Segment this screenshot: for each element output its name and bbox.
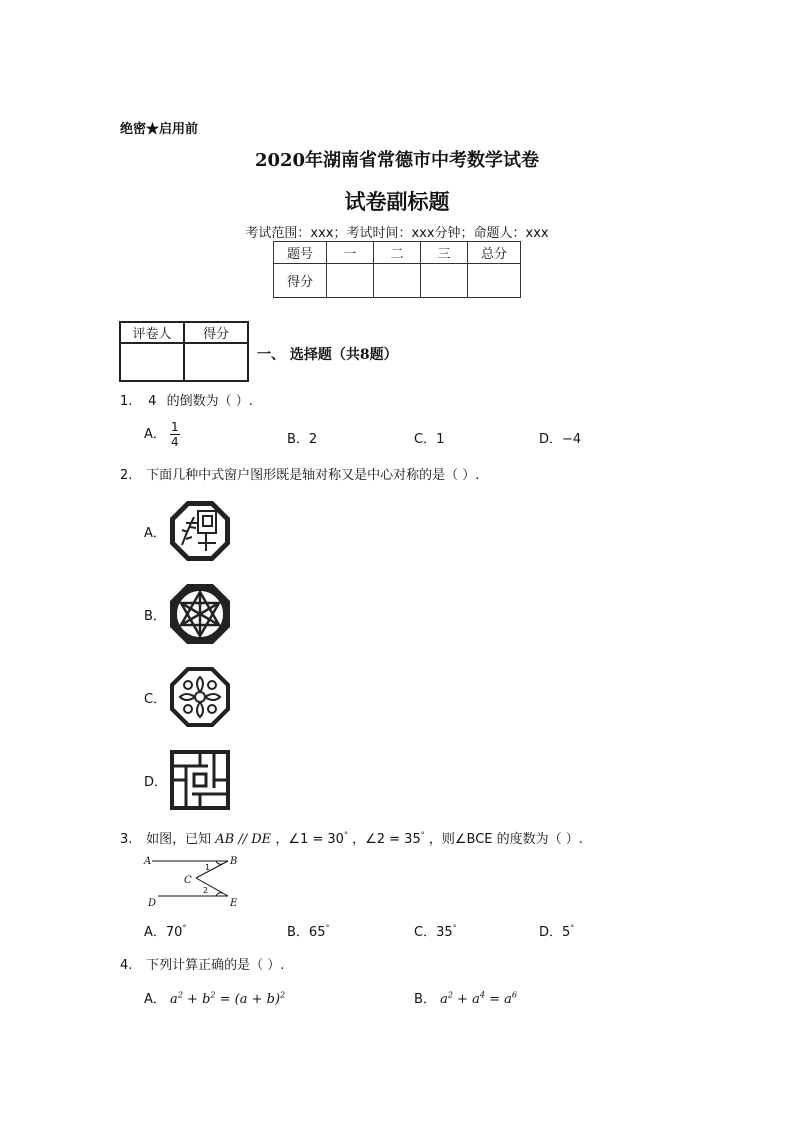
question-stem: 下列计算正确的是（ ）. bbox=[146, 958, 285, 973]
option-a[interactable]: A． bbox=[144, 526, 166, 541]
point-a-label: A bbox=[144, 856, 152, 867]
question-number: 2. bbox=[120, 468, 133, 483]
degree-symbol: ° bbox=[420, 830, 425, 840]
option-c[interactable] bbox=[414, 921, 457, 940]
question-3 bbox=[120, 828, 583, 847]
degree-symbol: ° bbox=[570, 923, 575, 933]
score-header-cell: 二 bbox=[374, 242, 421, 264]
window-a-icon bbox=[168, 499, 232, 563]
fraction-numerator: 1 bbox=[171, 420, 179, 434]
exam-info: 考试范围：xxx；考试时间：xxx分钟；命题人：xxx bbox=[245, 226, 549, 241]
option-b[interactable]: B． bbox=[144, 609, 166, 624]
option-d[interactable]: D． bbox=[144, 775, 168, 790]
grader-header: 评卷人 bbox=[120, 322, 184, 343]
score-cell bbox=[374, 264, 421, 298]
exam-subtitle: 试卷副标题 bbox=[344, 189, 450, 214]
option-b[interactable] bbox=[287, 921, 329, 940]
grader-cell bbox=[120, 343, 184, 381]
section-title: 一、 选择题（共8题） bbox=[257, 347, 398, 363]
degree-symbol: ° bbox=[343, 830, 348, 840]
point-d-label: D bbox=[148, 898, 157, 909]
point-c-label: C bbox=[184, 875, 192, 886]
option-b[interactable] bbox=[414, 988, 517, 1007]
option-a[interactable] bbox=[144, 988, 285, 1007]
question-stem-post: ，则∠BCE 的度数为（ ）. bbox=[428, 832, 583, 847]
score-cell bbox=[327, 264, 374, 298]
angle-1-value: ，∠1 = 30 bbox=[275, 832, 344, 847]
point-e-label: E bbox=[230, 898, 238, 909]
grader-score-header: 得分 bbox=[184, 322, 248, 343]
parallel-statement: AB // DE bbox=[215, 832, 272, 847]
window-b-icon bbox=[168, 582, 232, 646]
option-label: A． bbox=[144, 992, 166, 1007]
question-number: 4. bbox=[120, 958, 133, 973]
fraction-denominator: 4 bbox=[171, 435, 179, 449]
question-stem: 的倒数为（ ）. bbox=[166, 394, 253, 409]
question-stem-pre: 如图，已知 bbox=[146, 832, 212, 847]
secret-label: 绝密★启用前 bbox=[120, 122, 199, 137]
question-number: 3. bbox=[120, 832, 133, 847]
option-text: B．65 bbox=[287, 925, 326, 940]
option-formula: $a^2 + b^2 = (a + b)^2$ bbox=[170, 990, 286, 1007]
fraction bbox=[170, 420, 180, 449]
score-header-cell: 三 bbox=[421, 242, 468, 264]
degree-symbol: ° bbox=[452, 923, 457, 933]
option-text: A．70 bbox=[144, 925, 183, 940]
grader-cell bbox=[184, 343, 248, 381]
score-row-label: 得分 bbox=[274, 264, 327, 298]
window-c-icon bbox=[168, 665, 232, 729]
geometry-figure bbox=[142, 852, 246, 912]
score-cell bbox=[421, 264, 468, 298]
option-label: A． bbox=[144, 427, 166, 442]
option-c[interactable]: C． bbox=[144, 692, 167, 707]
question-4 bbox=[120, 954, 284, 973]
option-text: C．35 bbox=[414, 925, 453, 940]
score-cell bbox=[468, 264, 521, 298]
option-b[interactable]: B．2 bbox=[287, 432, 318, 447]
option-c[interactable]: C．1 bbox=[414, 432, 445, 447]
score-header-cell: 一 bbox=[327, 242, 374, 264]
option-d[interactable]: D．−4 bbox=[539, 432, 582, 447]
window-d-icon bbox=[168, 748, 232, 812]
grader-table bbox=[119, 321, 249, 382]
question-1 bbox=[120, 390, 253, 409]
option-text: D．5 bbox=[539, 925, 571, 940]
score-header-cell: 总分 bbox=[468, 242, 521, 264]
angle-2-label: 2 bbox=[203, 886, 209, 895]
angle-2-value: ，∠2 = 35 bbox=[352, 832, 421, 847]
degree-symbol: ° bbox=[325, 923, 330, 933]
degree-symbol: ° bbox=[182, 923, 187, 933]
option-label: B． bbox=[414, 992, 436, 1007]
score-header-cell: 题号 bbox=[274, 242, 327, 264]
question-value: 4 bbox=[148, 394, 157, 409]
question-2 bbox=[120, 464, 479, 483]
score-table bbox=[273, 241, 521, 298]
option-formula: $a^2 + a^4 = a^6$ bbox=[440, 990, 517, 1007]
angle-1-label: 1 bbox=[205, 863, 211, 872]
option-a[interactable] bbox=[144, 921, 186, 940]
option-a[interactable] bbox=[144, 420, 180, 449]
exam-title: 2020年湖南省常德市中考数学试卷 bbox=[254, 150, 540, 171]
option-d[interactable] bbox=[539, 921, 574, 940]
question-stem: 下面几种中式窗户图形既是轴对称又是中心对称的是（ ）. bbox=[146, 468, 480, 483]
question-number: 1. bbox=[120, 394, 133, 409]
point-b-label: B bbox=[230, 856, 238, 867]
